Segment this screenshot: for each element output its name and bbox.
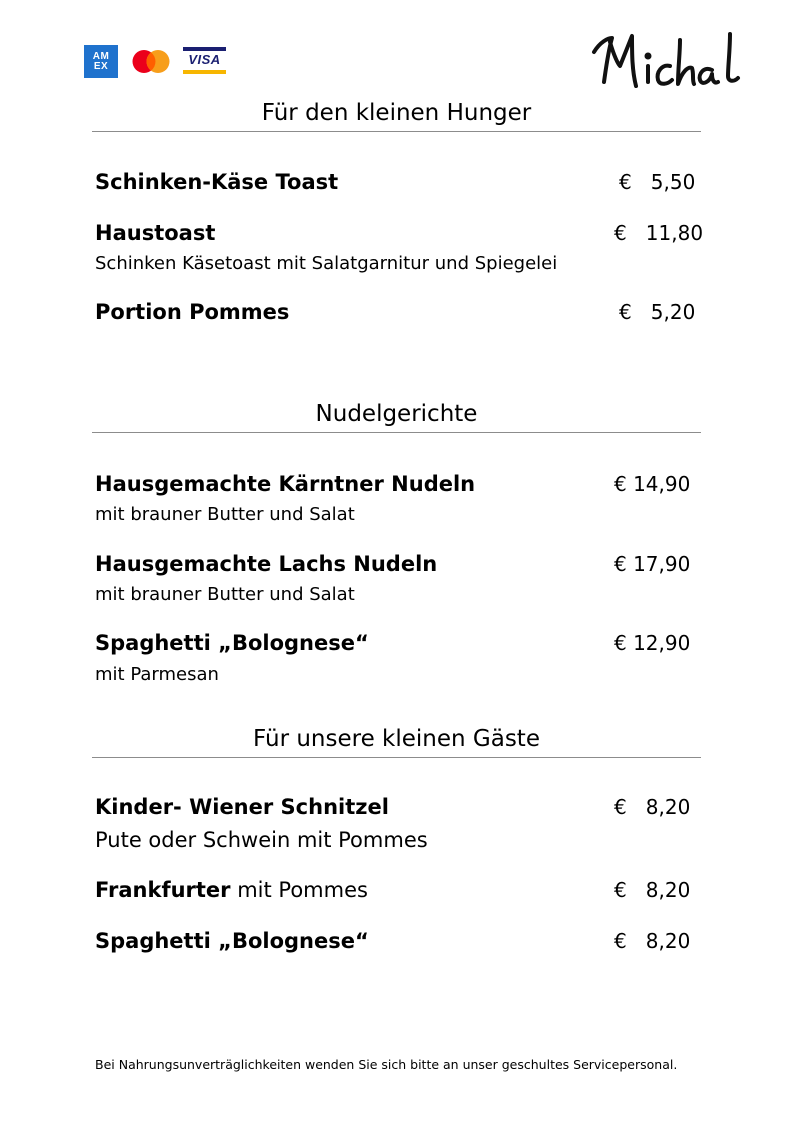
menu-item-name: Kinder- Wiener Schnitzel: [95, 795, 389, 819]
amex-logo-text-top: AM: [92, 50, 110, 62]
menu-item-name: Hausgemachte Kärntner Nudeln: [95, 472, 476, 496]
menu-item-name: Hausgemachte Lachs Nudeln: [95, 552, 438, 576]
menu-item-price: € 5,20: [619, 300, 696, 324]
menu-item-description: Pute oder Schwein mit Pommes: [95, 828, 428, 852]
menu-item-price: € 8,20: [614, 795, 691, 819]
menu-item-price: € 12,90: [614, 631, 691, 655]
menu-item-name-suffix: mit Pommes: [230, 878, 368, 902]
menu-item-price: € 11,80: [614, 221, 704, 245]
menu-item-name: Spaghetti „Bolognese“: [95, 929, 369, 953]
menu-item-description: mit brauner Butter und Salat: [95, 504, 355, 525]
menu-item-description: mit brauner Butter und Salat: [95, 584, 355, 605]
menu-item-price: € 17,90: [614, 552, 691, 576]
allergy-footer-note: Bei Nahrungsunverträglichkeiten wenden Sie sich bitte an unser geschultes Servicepersonal.: [95, 1057, 678, 1072]
menu-item-description: mit Parmesan: [95, 664, 219, 685]
section-heading-noodles: Nudelgerichte: [92, 398, 701, 433]
menu-item-price: € 8,20: [614, 878, 691, 902]
amex-logo-text-bottom: EX: [93, 60, 109, 72]
menu-item-name: Haustoast: [95, 221, 216, 245]
section-heading-kids: Für unsere kleinen Gäste: [92, 723, 701, 758]
amex-logo-icon: [84, 45, 118, 78]
menu-item-name: Spaghetti „Bolognese“: [95, 631, 369, 655]
visa-logo-text: VISA: [188, 52, 221, 67]
visa-logo-icon: [183, 47, 226, 74]
section-heading-snacks: Für den kleinen Hunger: [92, 97, 701, 132]
menu-item-price: € 5,50: [619, 170, 696, 194]
michal-brand-logo: [588, 20, 748, 100]
menu-item-price: € 14,90: [614, 472, 691, 496]
menu-item-name: [95, 876, 368, 904]
menu-item-name-bold: Frankfurter: [95, 878, 231, 902]
mastercard-logo-icon: [130, 48, 172, 75]
menu-item-name: Schinken-Käse Toast: [95, 170, 339, 194]
menu-item-name: Portion Pommes: [95, 300, 290, 324]
menu-item-description: Schinken Käsetoast mit Salatgarnitur und Spiegelei: [95, 253, 558, 274]
menu-item-price: € 8,20: [614, 929, 691, 953]
